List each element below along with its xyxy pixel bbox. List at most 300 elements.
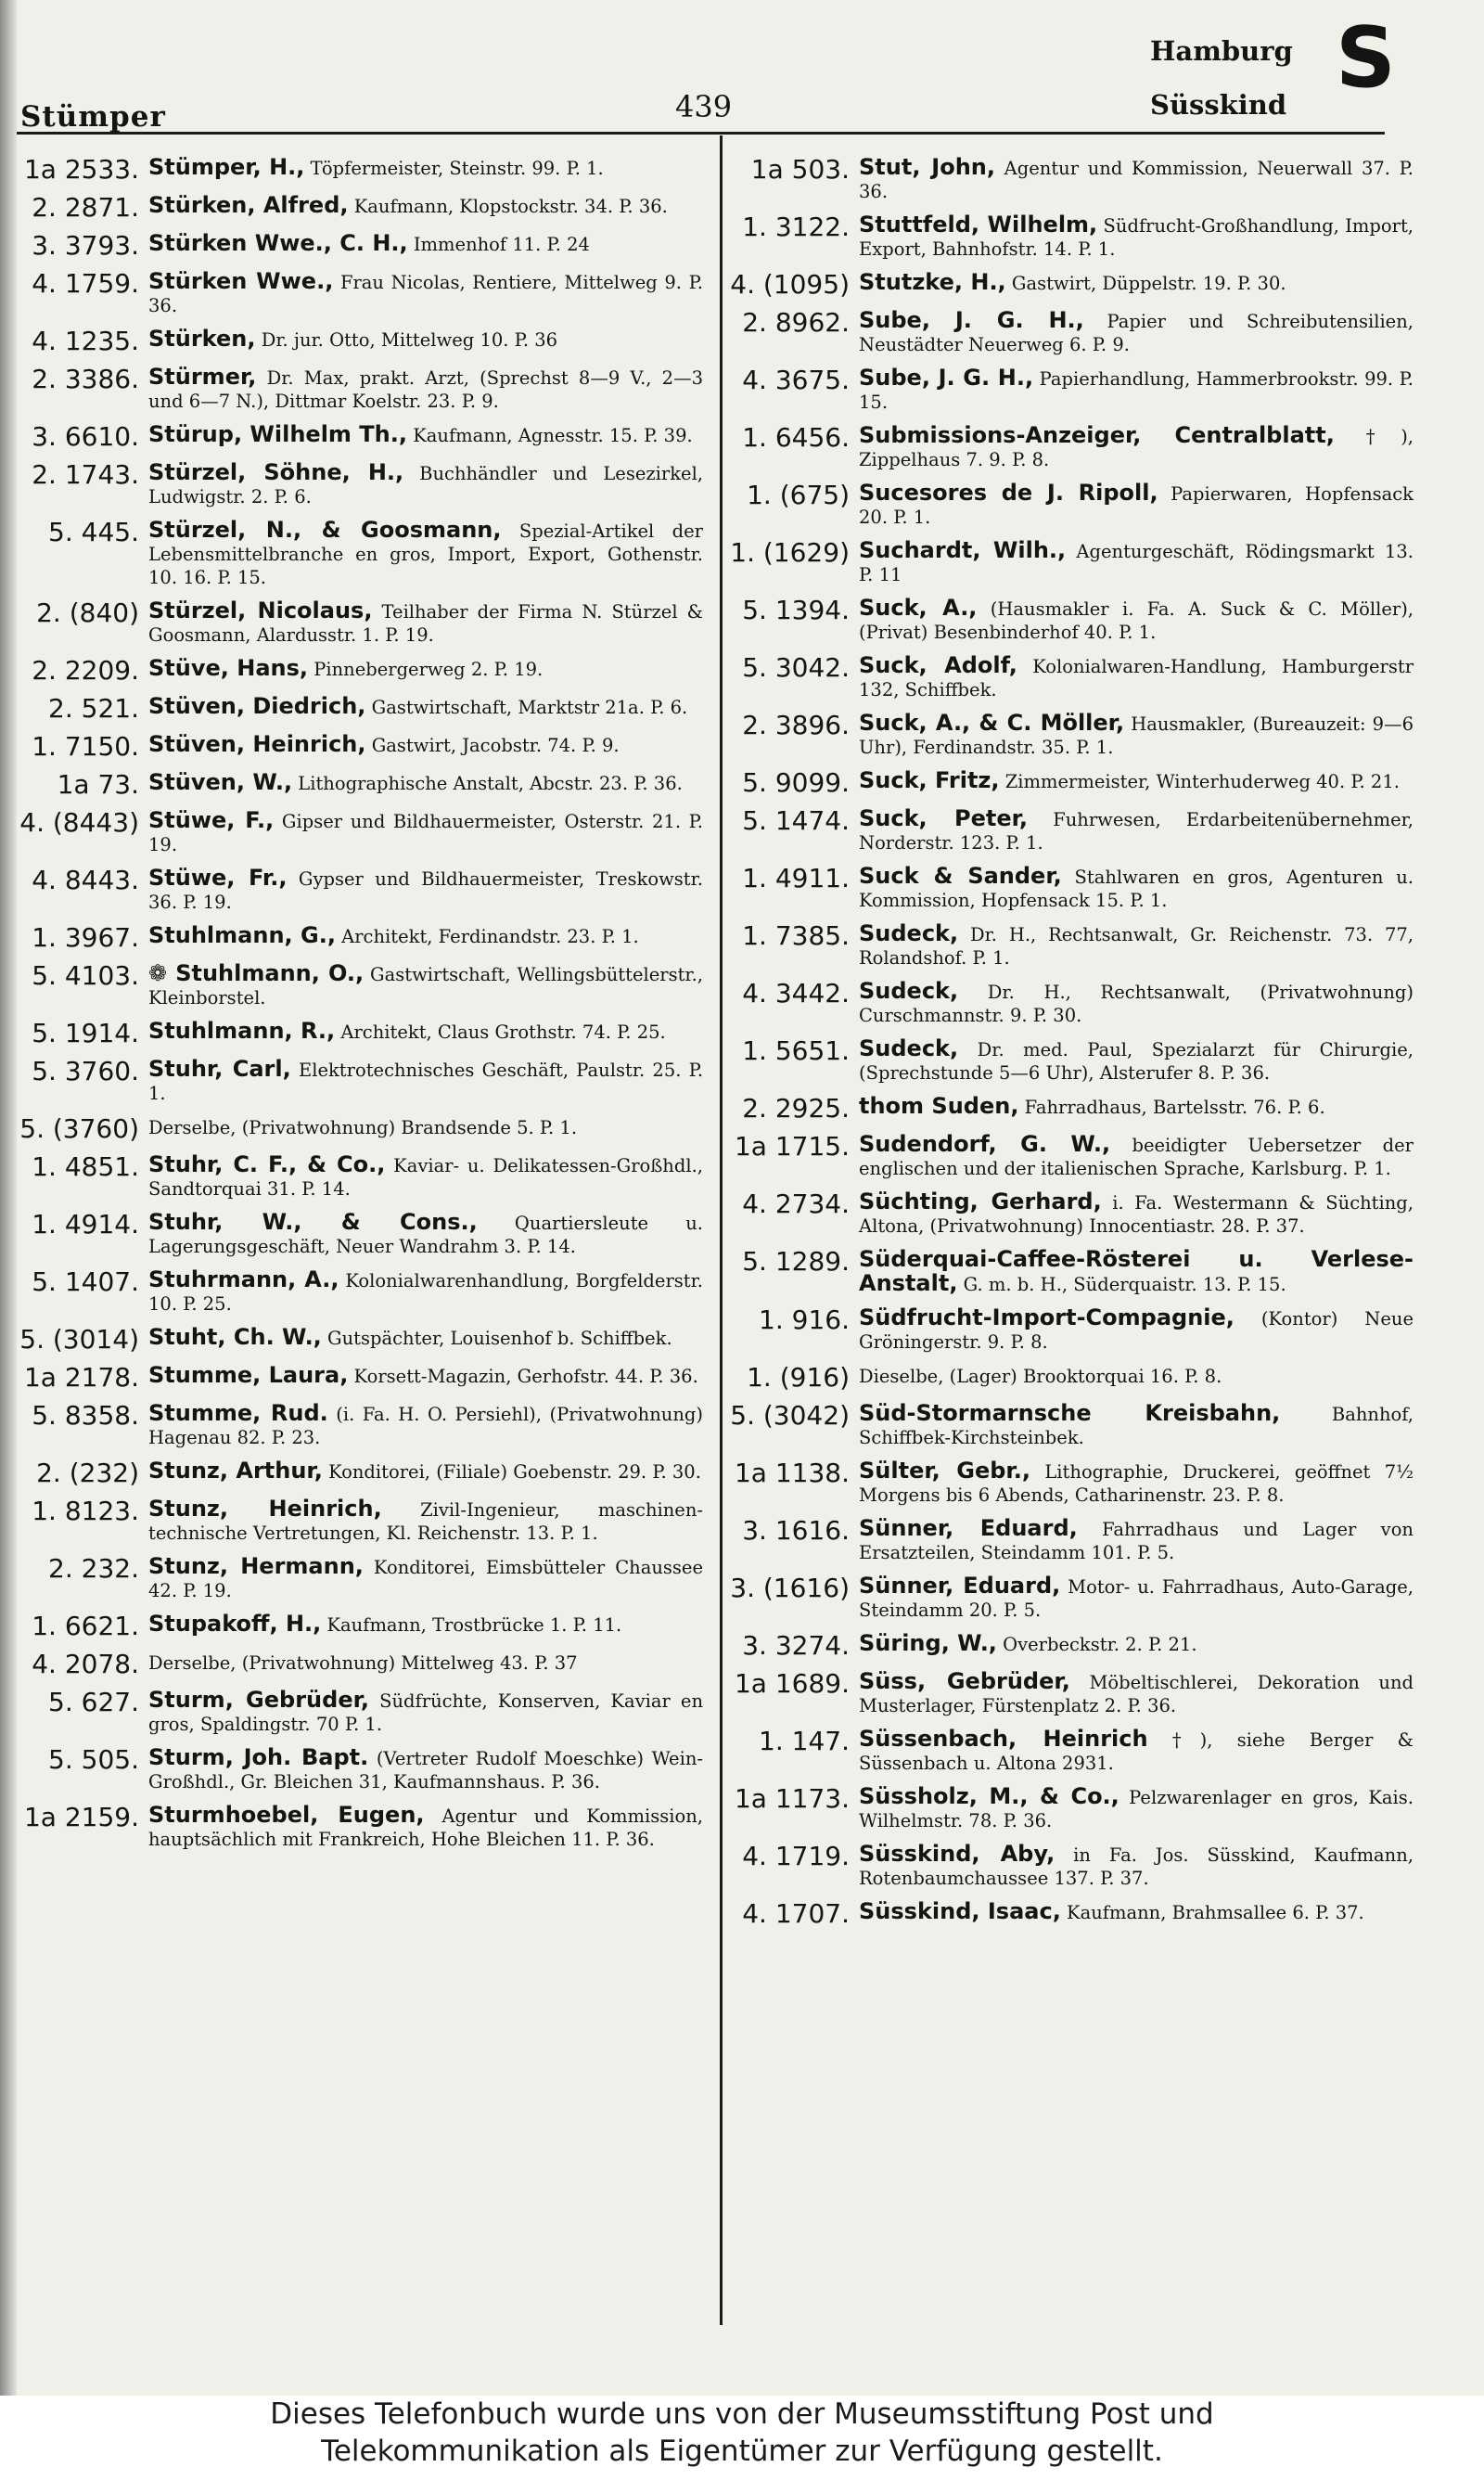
phone-number: 2. 8962. <box>742 307 850 338</box>
footer-line-2: Telekommunikation als Eigentümer zur Verfügung gestellt. <box>321 2435 1163 2468</box>
entry-details: Dr. med. Paul, Spezialarzt für Chirurgie, (Sprechstunde 5—6 Uhr), Alsterufer 8. P. 36. <box>859 1039 1414 1084</box>
entry-details: Gastwirtschaft, Wellingsbüttelerstr., Kleinborstel. <box>148 964 703 1009</box>
directory-entry <box>17 1115 703 1143</box>
entry-details: Südfrucht-Großhandlung, Import, Export, Bahnhofstr. 14. P. 1. <box>859 215 1414 260</box>
entry-body <box>148 1115 703 1139</box>
entry-body <box>148 1804 703 1851</box>
entry-details: Zivil-Ingenieur, maschinen-technische Vertretungen, Kl. Reichenstr. 13. P. 1. <box>148 1499 703 1544</box>
entry-details: Dr. jur. Otto, Mittelweg 10. P. 36 <box>261 329 558 351</box>
subscriber-name: Suck, Peter, <box>859 805 1029 831</box>
entry-body <box>148 1268 703 1316</box>
entry-body <box>859 712 1414 759</box>
phone-number: 2. 2925. <box>742 1093 850 1124</box>
subscriber-name: Süssholz, M., & Co., <box>859 1783 1119 1809</box>
entry-body <box>148 771 703 795</box>
subscriber-name: Suck, A., <box>859 595 978 621</box>
entry-body <box>859 1785 1414 1832</box>
directory-entry <box>17 194 703 222</box>
subscriber-name: Stüven, Heinrich, <box>148 731 366 757</box>
subscriber-name: Stümper, H., <box>148 154 305 180</box>
entry-details: Dr. H., Rechtsanwalt, (Privatwohnung) Curschmannstr. 9. P. 30. <box>859 982 1414 1026</box>
phone-number: 2. 1743. <box>32 459 139 490</box>
entry-body <box>148 1326 703 1350</box>
subscriber-name: Südfrucht-Import-Compagnie, <box>859 1304 1235 1330</box>
entry-details: Bahnhof, Schiffbek-Kirchsteinbek. <box>859 1404 1414 1448</box>
entry-body <box>148 1651 703 1675</box>
entry-details: †), Zippelhaus 7. 9. P. 8. <box>859 426 1414 470</box>
directory-entry <box>17 156 703 184</box>
phone-number: 4. 3675. <box>742 365 850 395</box>
directory-entry <box>727 1517 1414 1564</box>
directory-entry <box>17 657 703 685</box>
phone-number: 1. 7385. <box>742 920 850 951</box>
entry-details: Kaufmann, Brahmsallee 6. P. 37. <box>1067 1902 1364 1923</box>
entry-details: Korsett-Magazin, Gerhofstr. 44. P. 36. <box>353 1366 698 1387</box>
entry-details: Hausmakler, (Bureauzeit: 9—6 Uhr), Ferdinandstr. 35. P. 1. <box>859 713 1414 758</box>
subscriber-name: Süd-Stormarnsche Kreisbahn, <box>859 1400 1281 1426</box>
directory-entry <box>727 213 1414 261</box>
subscriber-name: Stürzel, N., & Goosmann, <box>148 517 502 543</box>
phone-number: 4. 2078. <box>32 1649 139 1679</box>
subscriber-name: Süssenbach, Heinrich <box>859 1726 1148 1752</box>
subscriber-name: Stüwe, F., <box>148 807 275 833</box>
phone-number: 5. 3760. <box>32 1056 139 1086</box>
subscriber-name: Sünner, Eduard, <box>859 1515 1078 1541</box>
entry-details: i. Fa. Westermann & Süchting, Altona, (Privatwohnung) Innocentiastr. 28. P. 37. <box>859 1192 1414 1237</box>
entry-body <box>859 213 1414 261</box>
subscriber-name: Stuttfeld, Wilhelm, <box>859 212 1098 238</box>
entry-body <box>148 328 703 352</box>
entry-body <box>148 519 703 589</box>
subscriber-name: Stuhr, W., & Cons., <box>148 1209 478 1235</box>
entry-details: Kolonialwarenhandlung, Borgfelderstr. 10. P. 25. <box>148 1270 703 1315</box>
phone-number: 3. 3274. <box>742 1630 850 1661</box>
subscriber-name: Sünner, Eduard, <box>859 1573 1061 1599</box>
entry-details: Immenhof 11. P. 24 <box>413 234 590 255</box>
directory-entry <box>17 1651 703 1678</box>
directory-entry <box>727 424 1414 471</box>
phone-number: 4. 2734. <box>742 1189 850 1219</box>
subscriber-name: Suck & Sander, <box>859 863 1062 889</box>
subscriber-name: Stüven, W., <box>148 769 293 795</box>
directory-entry <box>17 1153 703 1201</box>
entry-body <box>148 156 703 180</box>
entry-body <box>148 1153 703 1201</box>
entry-body <box>859 1843 1414 1890</box>
entry-details: Elektrotechnisches Geschäft, Paulstr. 25. P. 1. <box>148 1060 704 1104</box>
entry-details: Gypser und Bildhauermeister, Treskowstr. 36. P. 19. <box>148 868 703 913</box>
phone-number: 4. (8443) <box>19 807 139 838</box>
phone-number: 5. 1474. <box>742 805 850 836</box>
subscriber-name: Süring, W., <box>859 1630 997 1656</box>
entry-body <box>148 599 703 647</box>
phone-number: 2. 3896. <box>742 710 850 740</box>
entry-body <box>859 156 1414 203</box>
entry-body <box>148 1613 703 1637</box>
phone-number: 1. 5651. <box>742 1035 850 1066</box>
phone-number: 1a 1173. <box>734 1783 850 1814</box>
entry-details: Südfrüchte, Konserven, Kaviar en gros, Spaldingstr. 70 P. 1. <box>148 1690 704 1735</box>
directory-entry <box>727 482 1414 529</box>
directory-entry <box>727 1900 1414 1928</box>
subscriber-name: Suck, A., & C. Möller, <box>859 710 1125 736</box>
subscriber-name: Sudeck, <box>859 1035 959 1061</box>
entry-body <box>148 1364 703 1388</box>
phone-number: 5. (3042) <box>730 1400 850 1431</box>
phone-number: 1. 6621. <box>32 1611 139 1641</box>
entry-details: Buchhändler und Lesezirkel, Ludwigstr. 2. P. 6. <box>148 463 704 508</box>
entry-details: Dr. Max, prakt. Arzt, (Sprechst 8—9 V., 2—3 und 6—7 N.), Dittmar Koelstr. 23. P. 9. <box>148 367 703 412</box>
phone-number: 4. 3442. <box>742 978 850 1009</box>
phone-number: 1. 4911. <box>742 863 850 893</box>
phone-number: 1a 2178. <box>23 1362 139 1393</box>
phone-number: 3. 3793. <box>32 230 139 261</box>
directory-entry <box>17 1804 703 1851</box>
entry-details: Gastwirtschaft, Marktstr 21a. P. 6. <box>371 697 688 718</box>
entry-details: Möbeltischlerei, Dekoration und Musterlager, Fürstenplatz 2. P. 36. <box>859 1672 1414 1716</box>
phone-number: 2. 3386. <box>32 364 139 394</box>
entry-body <box>859 1095 1414 1119</box>
entry-body <box>859 482 1414 529</box>
phone-number: 4. 8443. <box>32 865 139 895</box>
subscriber-name: ❁ Stuhlmann, O., <box>148 960 365 986</box>
directory-entry <box>727 1785 1414 1832</box>
phone-number: 4. 1719. <box>742 1841 850 1871</box>
directory-entry <box>727 1037 1414 1085</box>
phone-number: 1. 916. <box>759 1304 850 1335</box>
directory-entry <box>727 1402 1414 1449</box>
phone-number: 1. 4914. <box>32 1209 139 1240</box>
entry-body <box>148 1211 703 1258</box>
subscriber-name: Stürken Wwe., C. H., <box>148 230 408 256</box>
phone-number: 2. 232. <box>48 1553 139 1584</box>
directory-entry <box>727 1632 1414 1660</box>
phone-number: 1a 2533. <box>23 154 139 185</box>
entry-body <box>148 695 703 719</box>
subscriber-name: Stürken Wwe., <box>148 268 334 294</box>
directory-entry <box>727 922 1414 970</box>
directory-entry <box>17 1058 703 1105</box>
header-right-keyword: Süsskind <box>1150 89 1287 121</box>
directory-entry <box>727 1364 1414 1392</box>
entry-body <box>148 1402 703 1449</box>
directory-entry <box>17 328 703 355</box>
phone-number: 4. 1707. <box>742 1898 850 1929</box>
entry-body <box>859 1900 1414 1924</box>
directory-entry <box>727 865 1414 912</box>
directory-entry <box>17 695 703 723</box>
entry-body <box>148 962 703 1009</box>
subscriber-name: Sudeck, <box>859 920 959 946</box>
subscriber-name: Stuht, Ch. W., <box>148 1324 322 1350</box>
entry-details: Kaufmann, Klopstockstr. 34. P. 36. <box>353 196 668 217</box>
column-divider <box>720 135 723 2325</box>
subscriber-name: Stürken, Alfred, <box>148 192 349 218</box>
phone-number: 5. 1289. <box>742 1246 850 1277</box>
left-column <box>17 156 703 1861</box>
directory-entry <box>17 1497 703 1545</box>
phone-number: 5. 3042. <box>742 652 850 683</box>
entry-details: Agenturgeschäft, Rödingsmarkt 13. P. 11 <box>859 541 1414 585</box>
entry-body <box>148 733 703 757</box>
entry-details: (Vertreter Rudolf Moeschke) Wein-Großhdl., Gr. Bleichen 31, Kaufmannshaus. P. 36. <box>148 1748 703 1793</box>
phone-number: 1a 1715. <box>734 1131 850 1162</box>
entry-body <box>859 769 1414 793</box>
subscriber-name: Stürzel, Nicolaus, <box>148 598 373 623</box>
entry-details: Kaufmann, Agnesstr. 15. P. 39. <box>413 425 693 446</box>
directory-entry <box>727 1248 1414 1296</box>
phone-number: 5. 1914. <box>32 1018 139 1048</box>
header-rule <box>17 132 1385 135</box>
directory-entry <box>17 1364 703 1392</box>
subscriber-name: Süchting, Gerhard, <box>859 1189 1102 1214</box>
entry-body <box>148 1497 703 1545</box>
header-left-keyword: Stümper <box>20 100 166 134</box>
entry-body <box>859 1364 1414 1388</box>
directory-entry <box>17 924 703 952</box>
entry-details: Overbeckstr. 2. P. 21. <box>1003 1634 1197 1655</box>
entry-details: Teilhaber der Firma N. Stürzel & Goosmann, Alardusstr. 1. P. 19. <box>148 601 704 646</box>
subscriber-name: Sube, J. G. H., <box>859 307 1084 333</box>
phone-number: 1. 3122. <box>742 212 850 242</box>
entry-details: Kolonialwaren-Handlung, Hamburgerstr 132, Schiffbek. <box>859 656 1414 700</box>
phone-number: 5. (3014) <box>19 1324 139 1355</box>
entry-details: Lithographie, Druckerei, geöffnet 7½ Morgens bis 6 Abends, Catharinenstr. 23. P. 8. <box>859 1461 1414 1506</box>
right-column <box>727 156 1414 1938</box>
entry-body <box>148 461 703 508</box>
subscriber-name: Stuhlmann, R., <box>148 1018 336 1044</box>
entry-body <box>859 1037 1414 1085</box>
entry-body <box>859 1459 1414 1507</box>
directory-entry <box>17 599 703 647</box>
phone-number: 4. (1095) <box>730 269 850 300</box>
entry-details: Fahrradhaus und Lager von Ersatzteilen, Steindamm 101. P. 5. <box>859 1519 1414 1563</box>
phone-number: 5. 505. <box>48 1744 139 1775</box>
subscriber-name: Süsskind, Aby, <box>859 1841 1055 1867</box>
entry-body <box>148 809 703 856</box>
directory-entry <box>727 712 1414 759</box>
directory-entry <box>17 423 703 451</box>
entry-details: Kaviar- u. Delikatessen-Großhdl., Sandtorquai 31. P. 14. <box>148 1155 703 1200</box>
footer-notice <box>0 2396 1484 2480</box>
entry-body <box>859 807 1414 855</box>
directory-entry <box>727 1670 1414 1717</box>
phone-number: 1a 503. <box>750 154 850 185</box>
phone-number: 1. (916) <box>747 1362 850 1393</box>
subscriber-name: Stunz, Hermann, <box>148 1553 364 1579</box>
entry-body <box>859 1133 1414 1180</box>
entry-body <box>148 657 703 681</box>
entry-body <box>859 1574 1414 1622</box>
entry-details: Konditorei, (Filiale) Goebenstr. 29. P. 30. <box>328 1461 701 1483</box>
subscriber-name: Sülter, Gebr., <box>859 1458 1031 1484</box>
entry-body <box>148 1689 703 1736</box>
directory-entry <box>17 733 703 761</box>
entry-details: Stahlwaren en gros, Agenturen u. Kommission, Hopfensack 15. P. 1. <box>859 867 1414 911</box>
subscriber-name: Suck, Fritz, <box>859 767 1000 793</box>
phone-number: 1. (1629) <box>730 537 850 568</box>
entry-details: Konditorei, Eimsbütteler Chaussee 42. P. 19. <box>148 1557 703 1601</box>
entry-details: (Kontor) Neue Gröningerstr. 9. P. 8. <box>859 1308 1414 1353</box>
directory-entry <box>727 769 1414 797</box>
phone-number: 1a 1689. <box>734 1668 850 1699</box>
directory-entry <box>17 1689 703 1736</box>
entry-body <box>859 1248 1414 1296</box>
phone-number: 1. 8123. <box>32 1496 139 1526</box>
subscriber-name: Sucesores de J. Ripoll, <box>859 480 1158 506</box>
entry-details: Frau Nicolas, Rentiere, Mittelweg 9. P. 36. <box>148 272 703 316</box>
entry-body <box>859 1402 1414 1449</box>
entry-body <box>148 1058 703 1105</box>
directory-entry <box>17 270 703 317</box>
phone-number: 5. 1394. <box>742 595 850 625</box>
directory-entry <box>727 597 1414 644</box>
phone-number: 1. 3967. <box>32 922 139 953</box>
entry-body <box>859 980 1414 1027</box>
directory-entry <box>727 366 1414 414</box>
subscriber-name: Sudeck, <box>859 978 959 1004</box>
header-letter: S <box>1336 9 1396 107</box>
entry-details: Zimmermeister, Winterhuderweg 40. P. 21. <box>1004 771 1400 792</box>
subscriber-name: Sturm, Joh. Bapt. <box>148 1744 369 1770</box>
subscriber-name: Stunz, Arthur, <box>148 1458 323 1484</box>
subscriber-name: Stürzel, Söhne, H., <box>148 459 404 485</box>
entry-details: Gastwirt, Jacobstr. 74. P. 9. <box>371 735 620 756</box>
entry-body <box>859 271 1414 295</box>
directory-entry <box>17 366 703 413</box>
entry-details: Motor- u. Fahrradhaus, Auto-Garage, Steindamm 20. P. 5. <box>859 1576 1414 1621</box>
subscriber-name: Suck, Adolf, <box>859 652 1017 678</box>
entry-details: Spezial-Artikel der Lebensmittelbranche en gros, Import, Export, Gothenstr. 10. 16. P. 15. <box>148 520 703 588</box>
entry-body <box>148 867 703 914</box>
directory-entry <box>727 1133 1414 1180</box>
subscriber-name: Stut, John, <box>859 154 995 180</box>
subscriber-name: Stunz, Heinrich, <box>148 1496 382 1522</box>
directory-entry <box>727 1574 1414 1622</box>
subscriber-name: thom Suden, <box>859 1093 1019 1119</box>
entry-body <box>148 924 703 948</box>
phone-number: 1a 2159. <box>23 1802 139 1832</box>
entry-body <box>148 1746 703 1793</box>
subscriber-name: Süsskind, Isaac, <box>859 1898 1061 1924</box>
directory-entry <box>727 1843 1414 1890</box>
entry-body <box>859 654 1414 701</box>
phone-number: 5. 445. <box>48 517 139 547</box>
directory-entry <box>17 1459 703 1487</box>
subscriber-name: Stupakoff, H., <box>148 1611 322 1637</box>
subscriber-name: Sturmhoebel, Eugen, <box>148 1802 425 1828</box>
phone-number: 4. 1235. <box>32 326 139 356</box>
subscriber-name: Stuhr, C. F., & Co., <box>148 1151 386 1177</box>
entry-details: Papierhandlung, Hammerbrookstr. 99. P. 15. <box>859 368 1414 413</box>
phone-number: 2. 2871. <box>32 192 139 223</box>
entry-body <box>148 366 703 413</box>
directory-entry <box>17 1613 703 1640</box>
entry-details: Gutspächter, Louisenhof b. Schiffbek. <box>327 1328 672 1349</box>
directory-entry <box>727 309 1414 356</box>
entry-body <box>859 1190 1414 1238</box>
directory-entry <box>17 232 703 260</box>
entry-body <box>859 1306 1414 1354</box>
subscriber-name: Stüve, Hans, <box>148 655 309 681</box>
directory-entry <box>17 461 703 508</box>
phone-number: 2. 521. <box>48 693 139 724</box>
entry-body <box>148 270 703 317</box>
entry-body <box>148 194 703 218</box>
entry-details: Fuhrwesen, Erdarbeitenübernehmer, Norderstr. 123. P. 1. <box>859 809 1414 854</box>
phone-number: 3. 1616. <box>742 1515 850 1546</box>
entry-body <box>859 309 1414 356</box>
directory-entry <box>17 1211 703 1258</box>
footer-line-1: Dieses Telefonbuch wurde uns von der Museumsstiftung Post und <box>270 2397 1214 2431</box>
directory-entry <box>17 519 703 589</box>
phone-number: 2. 2209. <box>32 655 139 686</box>
entry-details: Gipser und Bildhauermeister, Osterstr. 21. P. 19. <box>148 811 703 855</box>
entry-details: †), siehe Berger & Süssenbach u. Altona 2931. <box>859 1729 1414 1774</box>
phone-number: 5. 8358. <box>32 1400 139 1431</box>
entry-details: Töpfermeister, Steinstr. 99. P. 1. <box>310 158 604 179</box>
subscriber-name: Suchardt, Wilh., <box>859 537 1067 563</box>
header-city: Hamburg <box>1150 35 1293 67</box>
phone-number: 2. (840) <box>36 598 139 628</box>
entry-details: Architekt, Ferdinandstr. 23. P. 1. <box>341 926 639 947</box>
entry-details: Architekt, Claus Grothstr. 74. P. 25. <box>340 1022 666 1043</box>
entry-details: Agentur und Kommission, Neuerwall 37. P. 36. <box>859 158 1414 202</box>
directory-entry <box>17 962 703 1009</box>
entry-body <box>859 1517 1414 1564</box>
directory-entry <box>17 1326 703 1354</box>
entry-details: Pelzwarenlager en gros, Kais. Wilhelmstr. 78. P. 36. <box>859 1787 1414 1831</box>
subscriber-name: Stuhr, Carl, <box>148 1056 291 1082</box>
directory-entry <box>17 1268 703 1316</box>
entry-details: (i. Fa. H. O. Persiehl), (Privatwohnung) Hagenau 82. P. 23. <box>148 1404 703 1448</box>
subscriber-name: Submissions-Anzeiger, Centralblatt, <box>859 422 1335 448</box>
entry-details: in Fa. Jos. Süsskind, Kaufmann, Rotenbaumchaussee 137. P. 37. <box>859 1844 1414 1889</box>
entry-details: Papier und Schreibutensilien, Neustädter Neuerweg 6. P. 9. <box>859 311 1414 355</box>
phone-number: 1a 1138. <box>734 1458 850 1488</box>
entry-details: Pinnebergerweg 2. P. 19. <box>313 659 544 680</box>
phone-number: 1. 6456. <box>742 422 850 453</box>
entry-body <box>148 423 703 447</box>
directory-entry <box>727 1459 1414 1507</box>
entry-body <box>859 1670 1414 1717</box>
entry-body <box>859 366 1414 414</box>
phone-number: 3. (1616) <box>730 1573 850 1603</box>
subscriber-name: Süderquai-Caffee-Rösterei u. Verlese-Anstalt, <box>859 1246 1414 1296</box>
subscriber-name: Sube, J. G. H., <box>859 365 1034 391</box>
entry-body <box>859 1728 1414 1775</box>
entry-details: Gastwirt, Düppelstr. 19. P. 30. <box>1011 273 1286 294</box>
directory-entry <box>727 1306 1414 1354</box>
entry-body <box>859 922 1414 970</box>
directory-entry <box>17 1746 703 1793</box>
subscriber-name: Stürmer, <box>148 364 257 390</box>
directory-entry <box>727 1728 1414 1775</box>
entry-body <box>859 597 1414 644</box>
subscriber-name: Stutzke, H., <box>859 269 1006 295</box>
entry-details: Fahrradhaus, Bartelsstr. 76. P. 6. <box>1024 1097 1325 1118</box>
entry-body <box>148 232 703 256</box>
entry-details: Dr. H., Rechtsanwalt, Gr. Reichenstr. 73. 77, Rolandshof. P. 1. <box>859 924 1414 969</box>
phone-number: 3. 6610. <box>32 421 139 452</box>
entry-body <box>859 424 1414 471</box>
directory-entry <box>727 654 1414 701</box>
entry-details: Dieselbe, (Lager) Brooktorquai 16. P. 8. <box>859 1366 1222 1387</box>
subscriber-name: Sturm, Gebrüder, <box>148 1687 370 1713</box>
subscriber-name: Stumme, Laura, <box>148 1362 349 1388</box>
subscriber-name: Stuhrmann, A., <box>148 1266 339 1292</box>
directory-entry <box>727 980 1414 1027</box>
